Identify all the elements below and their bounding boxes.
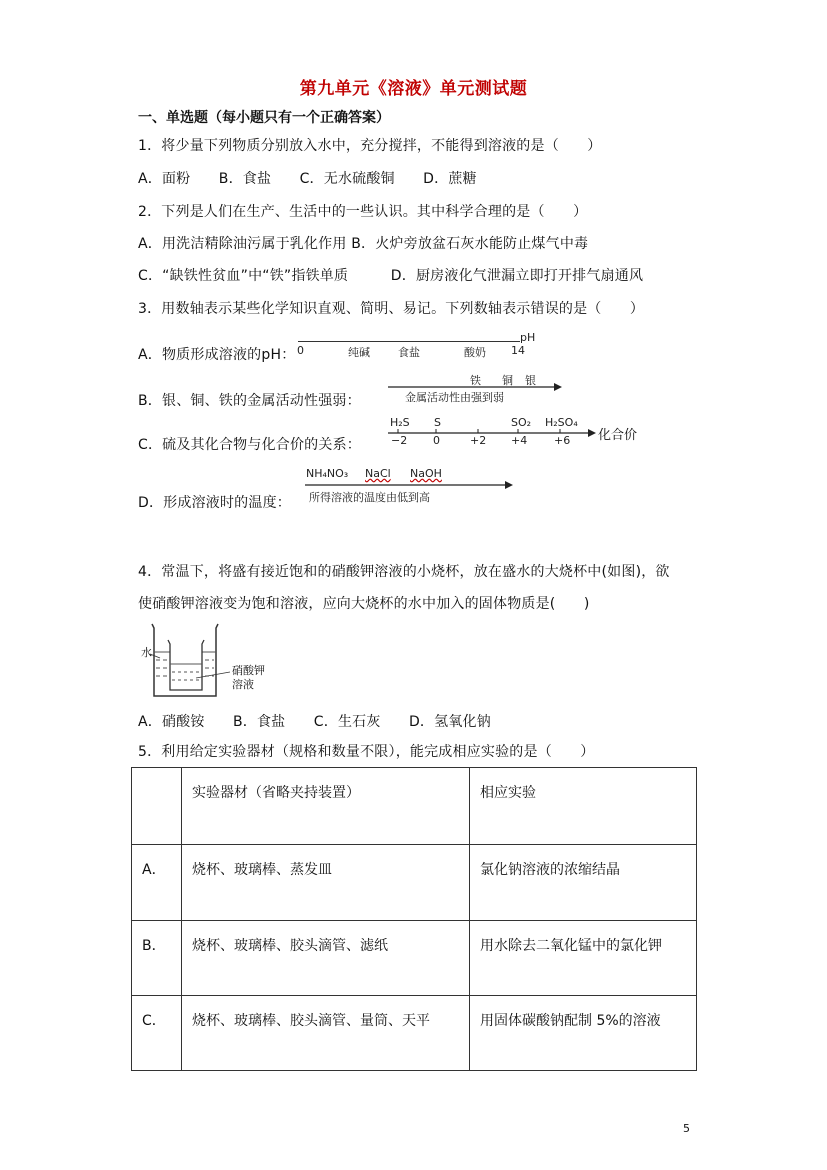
table-header-cell: 实验器材（省略夹持装置）: [182, 768, 470, 845]
valence-axis-value: 0: [433, 434, 440, 447]
ph-axis-end: 14: [511, 344, 525, 357]
q4-stem-line1: 4．常温下，将盛有接近饱和的硝酸钾溶液的小烧杯，放在盛水的大烧杯中(如图)，欲: [138, 564, 670, 580]
q2-options-line2: C．“缺铁性贫血”中“铁”指铁单质 D．厨房液化气泄漏立即打开排气扇通风: [138, 268, 644, 284]
q1-options: A．面粉 B．食盐 C．无水硫酸铜 D．蔗糖: [138, 171, 477, 187]
table-row: [132, 845, 697, 921]
section-heading: 一、单选题（每小题只有一个正确答案）: [138, 110, 390, 126]
q3-stem: 3．用数轴表示某些化学知识直观、简明、易记。下列数轴表示错误的是（ ）: [138, 301, 645, 317]
ph-axis-start: 0: [297, 344, 304, 357]
table-row: [132, 768, 697, 845]
q3-option-d-label: D．形成溶液时的温度：: [138, 495, 291, 511]
q3-option-c-label: C．硫及其化合物与化合价的关系：: [138, 437, 361, 453]
valence-axis-value: +6: [554, 434, 571, 447]
q4-stem-line2: 使硝酸钾溶液变为饱和溶液，应向大烧杯的水中加入的固体物质是( ): [138, 596, 590, 612]
q1-stem: 1．将少量下列物质分别放入水中，充分搅拌，不能得到溶液的是（ ）: [138, 138, 602, 154]
metal-axis-item: 铜: [502, 374, 513, 387]
temp-axis-item: NaCl: [365, 467, 391, 480]
table-cell: 用固体碳酸钠配制 5%的溶液: [470, 996, 697, 1071]
q3-option-b-label: B．银、铜、铁的金属活动性强弱：: [138, 393, 361, 409]
temp-axis-item: NaOH: [410, 467, 442, 480]
q3-option-a-label: A．物质形成溶液的pH：: [138, 347, 296, 363]
figure-label-solution: 硝酸钾: [232, 664, 265, 677]
table-cell: C．: [132, 996, 182, 1071]
ph-axis-line: [298, 341, 520, 342]
q2-stem: 2．下列是人们在生产、生活中的一些认识。其中科学合理的是（ ）: [138, 204, 588, 220]
ph-axis-item: 食盐: [398, 346, 420, 359]
table-row: [132, 921, 697, 996]
temp-axis-item: NH₄NO₃: [306, 467, 349, 480]
metal-axis-item: 铁: [470, 374, 481, 387]
valence-axis-caption: 化合价: [598, 428, 638, 443]
table-header-cell: [132, 768, 182, 845]
table-cell: B．: [132, 921, 182, 996]
table-cell: 用水除去二氧化锰中的氯化钾: [470, 921, 697, 996]
ph-axis-item: 酸奶: [464, 346, 486, 359]
valence-axis-value: +4: [511, 434, 528, 447]
valence-axis-compound: H₂S: [390, 416, 410, 429]
beaker-figure-icon: [140, 620, 280, 700]
metal-axis-item: 银: [525, 374, 536, 387]
valence-axis-value: +2: [470, 434, 487, 447]
q4-options: A．硝酸铵 B．食盐 C．生石灰 D．氢氧化钠: [138, 714, 491, 730]
valence-axis-compound: H₂SO₄: [545, 416, 578, 429]
q5-stem: 5．利用给定实验器材（规格和数量不限），能完成相应实验的是（ ）: [138, 744, 595, 760]
page-number: 5: [683, 1122, 690, 1135]
figure-label-water: 水: [141, 646, 152, 659]
ph-axis-unit: pH: [520, 331, 536, 344]
valence-axis-compound: SO₂: [511, 416, 532, 429]
table-cell: 氯化钠溶液的浓缩结晶: [470, 845, 697, 921]
page-title: 第九单元《溶液》单元测试题: [299, 79, 528, 99]
metal-axis-caption: 金属活动性由强到弱: [405, 391, 504, 404]
q5-table: [131, 767, 697, 1071]
table-cell: 烧杯、玻璃棒、胶头滴管、滤纸: [182, 921, 470, 996]
table-cell: 烧杯、玻璃棒、蒸发皿: [182, 845, 470, 921]
table-header-cell: 相应实验: [470, 768, 697, 845]
valence-axis-compound: S: [434, 416, 441, 429]
figure-label-solution: 溶液: [232, 678, 254, 691]
ph-axis-item: 纯碱: [348, 346, 370, 359]
q2-options-line1: A．用洗洁精除油污属于乳化作用 B．火炉旁放盆石灰水能防止煤气中毒: [138, 236, 589, 252]
valence-axis-value: −2: [391, 434, 408, 447]
table-row: [132, 996, 697, 1071]
table-cell: 烧杯、玻璃棒、胶头滴管、量筒、天平: [182, 996, 470, 1071]
table-cell: A．: [132, 845, 182, 921]
temp-axis-caption: 所得溶液的温度由低到高: [309, 491, 430, 504]
